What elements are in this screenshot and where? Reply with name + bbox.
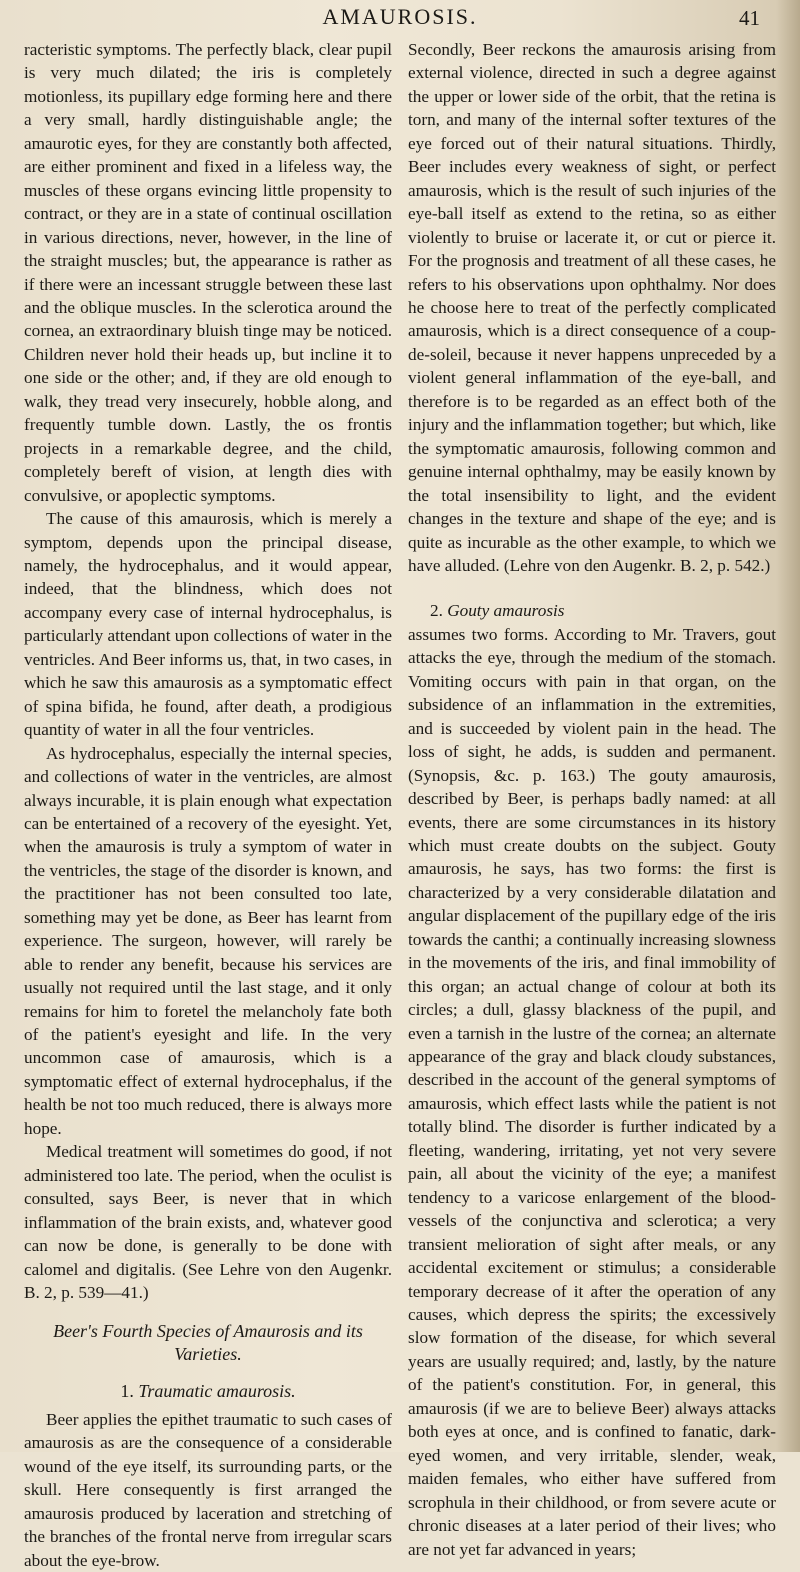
left-column	[24, 38, 392, 1572]
subsection-title: Gouty amaurosis	[447, 601, 565, 621]
subsection-title: Traumatic amaurosis.	[138, 1381, 296, 1402]
section-heading: Beer's Fourth Species of Amaurosis and its Varieties.	[53, 1321, 363, 1365]
right-column	[408, 38, 776, 1561]
paragraph: racteristic symptoms. The perfectly black, clear pupil is very much dilated; the iris is completely motionless, its pupillary edge forming here and there a very small, hardly distinguishable angle; the amaurotic eyes, for they are constantly both affected, are either prominent and fixed in a lifeless way, the muscles of these organs evincing little propensity to contract, or they are in a state of continual oscillation in various directions, never, however, in the line of the straight muscles; but, the appearance is rather as if there were an incessant struggle between these last and the oblique muscles. In the sclerotica around the cornea, an extraordinary bluish tinge may be noticed. Children never hold their heads up, but incline it to one side or the other; and, if they are old enough to walk, they tread very insecurely, hobble along, and frequently tumble down. Lastly, the os frontis projects in a remarkable degree, and the child, completely bereft of vision, at length dies with convulsive, or apoplectic symptoms.	[24, 40, 392, 505]
spacer	[408, 577, 776, 599]
paragraph: Beer applies the epithet traumatic to such cases of amaurosis as are the consequence of a considerable wound of the eye itself, its surrounding parts, or the skull. Here consequently is first arranged the amaurosis produced by laceration and stretching of the branches of the frontal nerve from irregular scars about the eye-brow.	[24, 1409, 392, 1570]
paragraph: Secondly, Beer reckons the amaurosis arising from external violence, directed in such a degree against the upper or lower side of the orbit, that the retina is torn, and many of the internal softer textures of the eye forced out of their natural situations. Thirdly, Beer includes every weakness of sight, or perfect amaurosis, which is the result of such injuries of the eye-ball itself as extend to the retina, so as either violently to bruise or lacerate it, or cut or pierce it. For the prognosis and treatment of all these cases, he refers to his observations upon ophthalmy. Nor does he choose here to treat of the perfectly complicated amaurosis, which is a direct consequence of a coup-de-soleil, because it never happens unpreceded by a violent general inflammation of the eye-ball, and therefore is to be regarded as an effect both of the injury and the inflammation together; but which, like the symptomatic amaurosis, following common and genuine internal ophthalmy, may be easily known by the total insensibility to light, and the evident changes in the texture and shape of the eye; and is quite as incurable as the other example, to which we have alluded. (Lehre von den Augenkr. B. 2, p. 542.)	[408, 40, 776, 575]
paragraph	[408, 599, 776, 622]
running-head: AMAUROSIS.	[322, 4, 478, 29]
paragraph: assumes two forms. According to Mr. Travers, gout attacks the eye, through the medium of the stomach. Vomiting occurs with pain in that organ, on the subsidence of an inflammation in the extremities, and is succeeded by violent pain in the head. The loss of sight, he adds, is sudden and permanent. (Synopsis, &c. p. 163.) The gouty amaurosis, described by Beer, is perhaps badly named: at all events, there are some circumstances in its history which must create doubts on the subject. Gouty amaurosis, he says, has two forms: the first is characterized by a very considerable dilatation and angular displacement of the pupillary edge of the iris towards the canthi; a continually increasing slowness in the movements of the iris, and final immobility of this organ; an actual change of colour at both its circles; a dull, glassy blackness of the pupil, and even a tarnish in the lustre of the cornea; an alternate appearance of the gray and black cloudy substances, described in the account of the general symptoms of amaurosis, which effect lasts while the patient is not totally blind. The disorder is further indicated by a fleeting, wandering, irritating, yet not very severe pain, all about the vicinity of the eye; a manifest tendency to a varicose enlargement of the blood-vessels of the conjunctiva and sclerotica; a very transient melioration of sight after meals, or any accidental excitement or stimulus; a considerable temporary decrease of it after the operation of any causes, which depress the spirits; the excessively slow formation of the disease, for which several years are usually required; and, lastly, by the nature of the patient's constitution. For, in general, this amaurosis (if we are to believe Beer) always attacks both eyes at once, and is confined to fanatic, dark-eyed women, and very irritable, slender, weak, maiden females, who either have suffered from scrophula in their childhood, or from severe acute or chronic diseases at a later period of their lives; who are not yet far advanced in years;	[408, 624, 776, 1559]
page-number: 41	[739, 6, 760, 30]
subsection-number: 2.	[430, 601, 443, 621]
page-header	[0, 4, 800, 34]
subsection-number: 1.	[120, 1381, 134, 1402]
subsection-heading	[24, 1380, 392, 1403]
paragraph: Medical treatment will sometimes do good, if not administered too late. The period, when the oculist is consulted, says Beer, is never that in which inflammation of the brain exists, and, whatever good can now be done, is generally to be done with calomel and digitalis. (See Lehre von den Augenkr. B. 2, p. 539—41.)	[24, 1142, 392, 1303]
paragraph: The cause of this amaurosis, which is merely a symptom, depends upon the principal disease, namely, the hydrocephalus, and it would appear, indeed, that the blindness, which does not accompany every case of internal hydrocephalus, is particularly attendant upon collections of water in the ventricles. And Beer informs us, that, in two cases, in which he saw this amaurosis as a symptomatic effect of spina bifida, he found, after death, a prodigious quantity of water in all the four ventricles.	[24, 509, 392, 740]
paragraph: As hydrocephalus, especially the internal species, and collections of water in the ventricles, are almost always incurable, it is plain enough what expectation can be entertained of a recovery of the eyesight. Yet, when the amaurosis is truly a symptom of water in the ventricles, the stage of the disorder is known, and the practitioner has not been consulted too late, something may yet be done, as Beer has learnt from experience. The surgeon, however, will rarely be able to render any benefit, because his services are usually not required until the last stage, and it only remains for him to foretel the melancholy fate both of the patient's eyesight and life. In the very uncommon case of amaurosis, which is a symptomatic effect of external hydrocephalus, if the health be not too much reduced, there is always more hope.	[24, 743, 392, 1138]
